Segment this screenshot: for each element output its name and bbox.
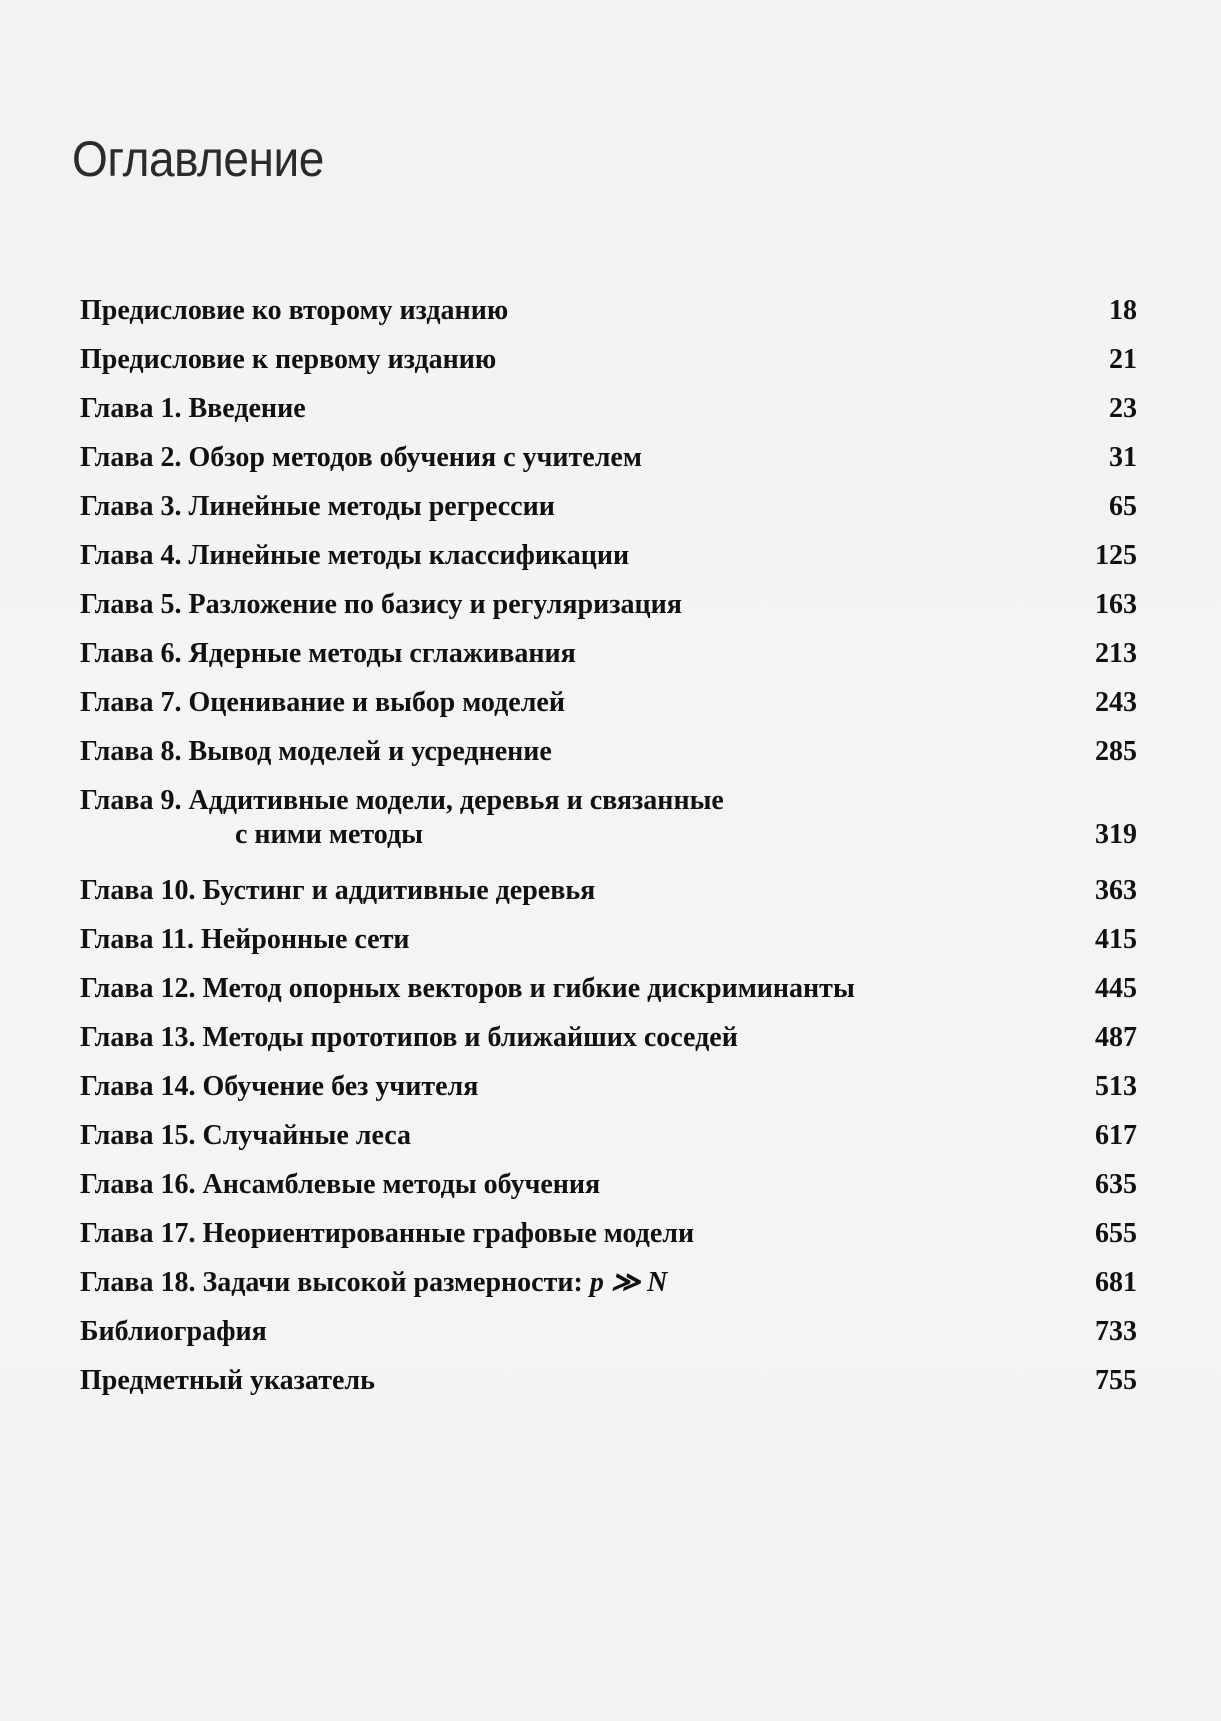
toc-entry-page: 487 [1095,1022,1137,1053]
toc-entry-page: 733 [1095,1316,1137,1347]
toc-entry-page: 617 [1095,1120,1137,1151]
toc-entry-page: 319 [1095,819,1137,850]
toc-entry-label: Глава 9. Аддитивные модели, деревья и связанные [80,785,724,816]
toc-entry-label: Глава 7. Оценивание и выбор моделей [80,687,565,718]
toc-entry-page: 31 [1109,442,1137,473]
toc-entry-label: Глава 8. Вывод моделей и усреднение [80,736,552,767]
toc-entry-page: 513 [1095,1071,1137,1102]
toc-entry-page: 163 [1095,589,1137,620]
page-title: Оглавление [72,131,324,187]
math-expression: p ≫ N [589,1267,668,1298]
toc-entry-page: 21 [1109,344,1137,375]
toc-entry-label: Глава 2. Обзор методов обучения с учителем [80,442,642,473]
toc-entry-page: 243 [1095,687,1137,718]
toc-entry-page: 655 [1095,1218,1137,1249]
toc-entry-label: Глава 3. Линейные методы регрессии [80,491,555,522]
toc-entry-label: Глава 11. Нейронные сети [80,924,410,955]
toc-entry-label: Глава 10. Бустинг и аддитивные деревья [80,875,596,906]
toc-entry-label: Глава 4. Линейные методы классификации [80,540,630,571]
toc-entry-label [80,1266,667,1300]
toc-entry-label: Предисловие ко второму изданию [80,295,509,326]
toc-entry-label: Предисловие к первому изданию [80,344,497,375]
toc-entry-page: 285 [1095,736,1137,767]
toc-entry-label: Глава 5. Разложение по базису и регуляризация [80,589,682,620]
toc-entry-page: 635 [1095,1169,1137,1200]
toc-entry-label: Глава 13. Методы прототипов и ближайших соседей [80,1022,738,1053]
toc-entry-page: 415 [1095,924,1137,955]
toc-entry-label: Глава 12. Метод опорных векторов и гибкие дискриминанты [80,973,855,1004]
toc-entry-label: Глава 6. Ядерные методы сглаживания [80,638,576,669]
toc-entry-page: 363 [1095,875,1137,906]
toc-entry-label-continued: с ними методы [235,819,424,850]
toc-entry-page: 755 [1095,1365,1137,1396]
toc-entry-page: 445 [1095,973,1137,1004]
toc-entry-page: 18 [1109,295,1137,326]
toc-entry-page: 125 [1095,540,1137,571]
toc-entry-label: Глава 1. Введение [80,393,306,424]
toc-entry-label: Глава 14. Обучение без учителя [80,1071,479,1102]
toc-entry-page: 23 [1109,393,1137,424]
toc-entry-label: Глава 16. Ансамблевые методы обучения [80,1169,601,1200]
toc-entry-label-text: Глава 18. Задачи высокой размерности: [80,1267,590,1298]
toc-entry-label: Предметный указатель [80,1365,375,1396]
toc-entry-label: Глава 15. Случайные леса [80,1120,412,1151]
toc-entry-label: Глава 17. Неориентированные графовые модели [80,1218,695,1249]
toc-entry-page: 213 [1095,638,1137,669]
toc-entry-page: 65 [1109,491,1137,522]
toc-entry-page: 681 [1095,1267,1137,1298]
toc-entry-label: Библиография [80,1316,267,1347]
